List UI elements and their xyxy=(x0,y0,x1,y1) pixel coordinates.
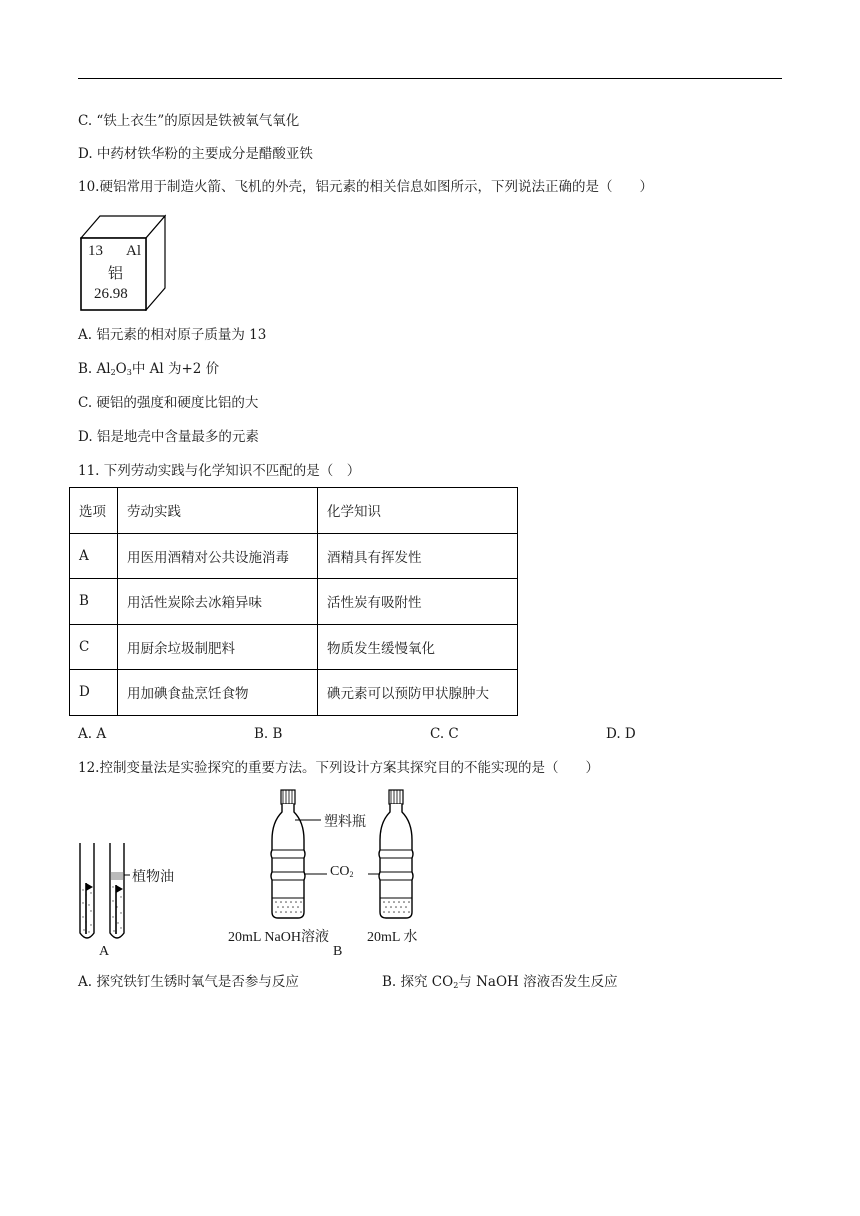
table-cell: 用加碘食盐烹饪食物 xyxy=(118,670,318,716)
q11-option-a: A. A xyxy=(78,726,107,742)
element-symbol: Al xyxy=(126,243,141,259)
table-cell: D xyxy=(70,670,118,716)
table-cell: 物质发生缓慢氧化 xyxy=(318,624,518,670)
table-row xyxy=(70,624,518,670)
q11-option-b: B. B xyxy=(254,726,283,742)
q11-option-c: C. C xyxy=(430,726,459,742)
table-header-row xyxy=(70,488,518,534)
table-header-cell: 劳动实践 xyxy=(118,488,318,534)
element-atomic-number: 13 xyxy=(88,243,103,259)
table-header-cell: 化学知识 xyxy=(318,488,518,534)
figure-b-caption: B xyxy=(333,944,343,959)
table-cell: A xyxy=(70,533,118,579)
q10-option-c: C. 硬铝的强度和硬度比铝的大 xyxy=(78,395,259,411)
q11-option-d: D. D xyxy=(606,726,636,742)
q10-option-b: B. $Al_2O_3$中 Al 为+2 价 xyxy=(78,361,220,377)
table-row xyxy=(70,533,518,579)
q10-option-a: A. 铝元素的相对原子质量为 13 xyxy=(78,327,267,343)
q12-stem: 12.控制变量法是实验探究的重要方法。下列设计方案其探究目的不能实现的是（ ） xyxy=(78,760,599,776)
plastic-bottles-figure xyxy=(268,788,428,923)
q9-option-d: D. 中药材铁华粉的主要成分是醋酸亚铁 xyxy=(78,146,313,162)
table-cell: 用活性炭除去冰箱异味 xyxy=(118,579,318,625)
table-cell: C xyxy=(70,624,118,670)
test-tubes-figure xyxy=(70,835,130,945)
q12-option-b: B. 探究 $CO_2$与 NaOH 溶液否发生反应 xyxy=(382,974,618,990)
table-row xyxy=(70,579,518,625)
q10-option-d: D. 铝是地壳中含量最多的元素 xyxy=(78,429,259,445)
element-atomic-mass: 26.98 xyxy=(94,286,128,302)
table-header-cell: 选项 xyxy=(70,488,118,534)
plastic-bottle-label: 塑料瓶 xyxy=(324,814,366,830)
q10-stem: 10.硬铝常用于制造火箭、飞机的外壳，铝元素的相关信息如图所示，下列说法正确的是（ ） xyxy=(78,179,653,195)
table-cell: 活性炭有吸附性 xyxy=(318,579,518,625)
header-rule xyxy=(78,78,782,79)
table-cell: 酒精具有挥发性 xyxy=(318,533,518,579)
q9-option-c: C. “铁上衣生”的原因是铁被氧气氧化 xyxy=(78,113,300,129)
element-name: 铝 xyxy=(108,264,124,282)
q11-stem: 11. 下列劳动实践与化学知识不匹配的是（ ） xyxy=(78,463,361,479)
table-cell: 用医用酒精对公共设施消毒 xyxy=(118,533,318,579)
aluminum-element-card xyxy=(80,213,166,311)
figure-a-caption: A xyxy=(99,944,110,959)
table-cell: 用厨余垃圾制肥料 xyxy=(118,624,318,670)
table-cell: B xyxy=(70,579,118,625)
vegetable-oil-label: 植物油 xyxy=(132,869,174,885)
q12-option-a: A. 探究铁钉生锈时氧气是否参与反应 xyxy=(78,974,299,990)
co2-label: $CO_2$ xyxy=(330,864,354,879)
naoh-solution-label: 20mL NaOH溶液 xyxy=(228,930,329,945)
water-label: 20mL 水 xyxy=(367,930,418,945)
q11-table xyxy=(69,487,518,716)
table-cell: 碘元素可以预防甲状腺肿大 xyxy=(318,670,518,716)
table-row xyxy=(70,670,518,716)
